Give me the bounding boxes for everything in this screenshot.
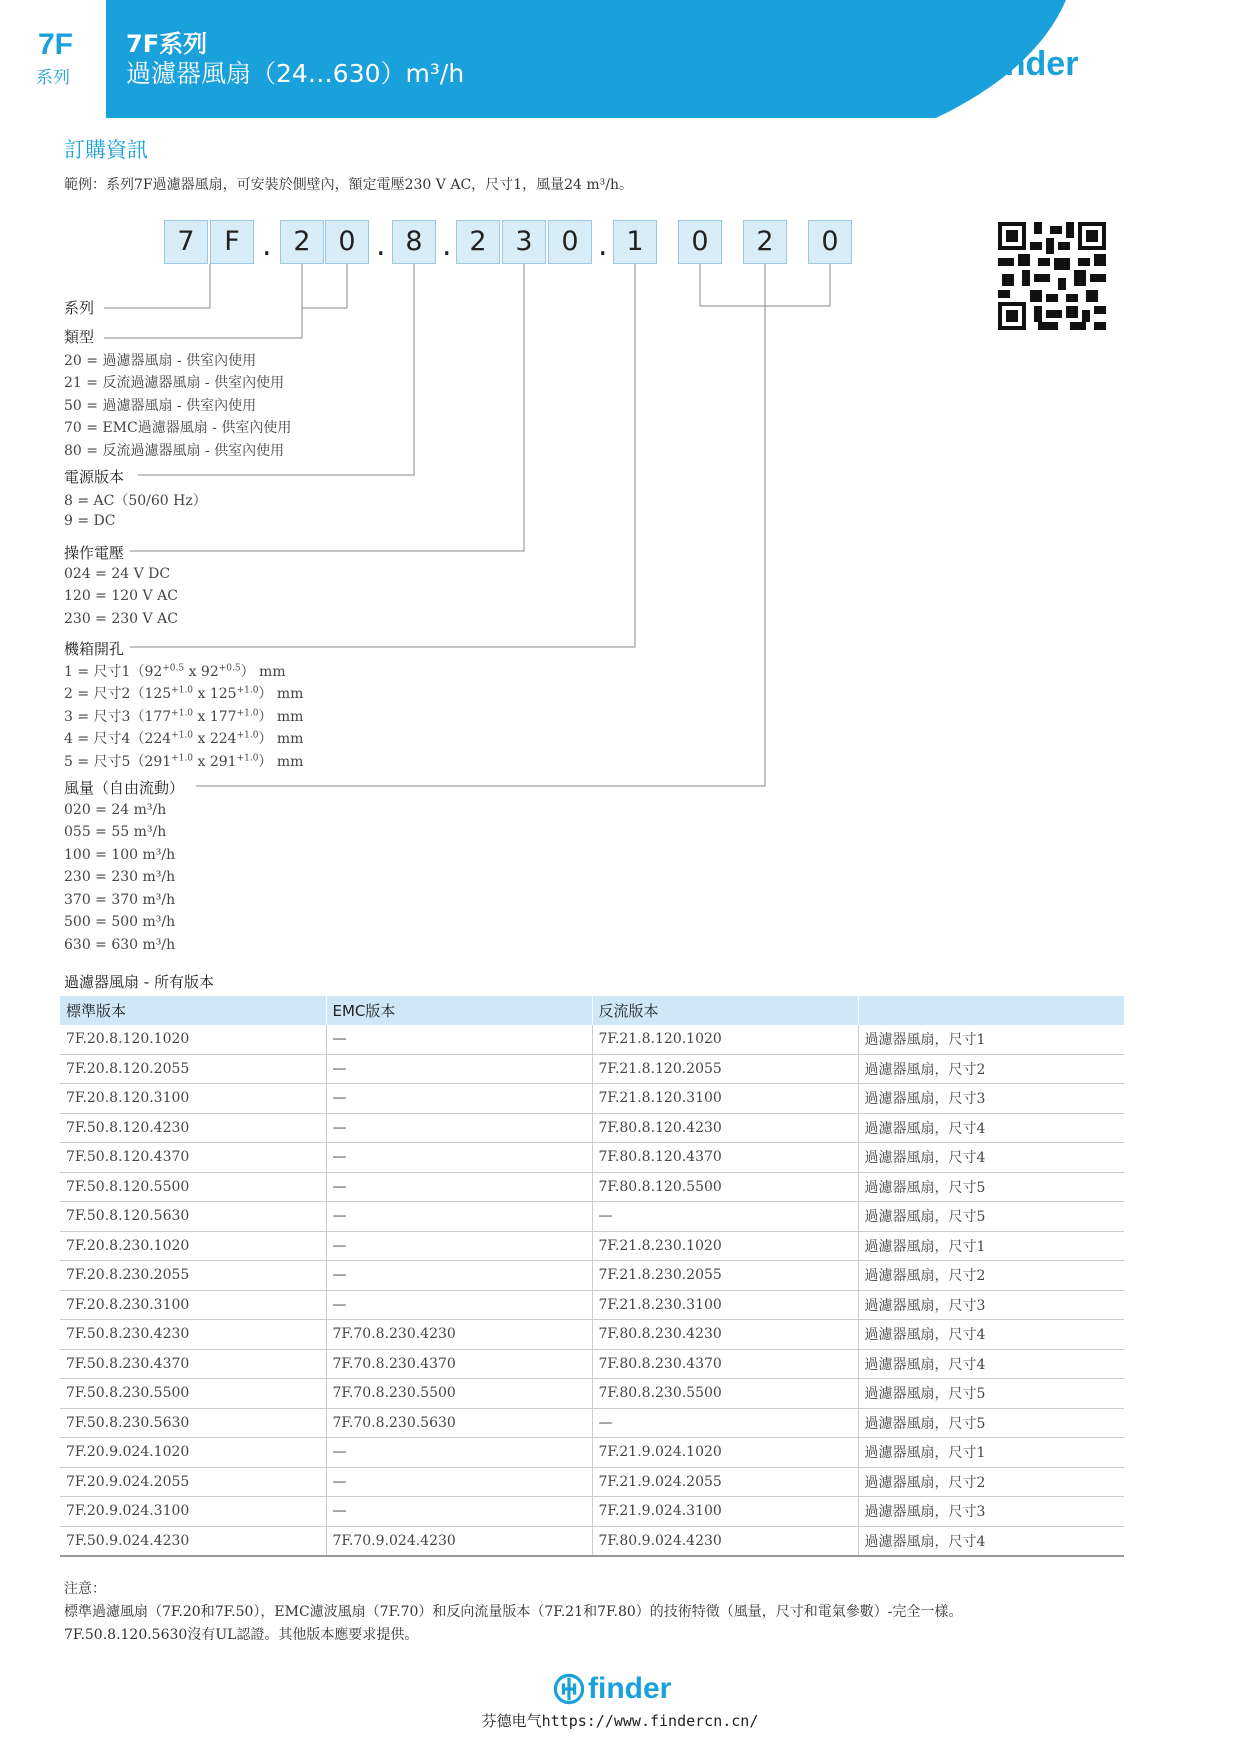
table-row (60, 1320, 1124, 1350)
power-option: 9 = DC (64, 513, 116, 529)
table-cell: 7F.70.8.230.5630 (326, 1408, 592, 1438)
table-cell: 7F.20.8.120.2055 (60, 1054, 326, 1084)
code-digit: 8 (392, 220, 436, 264)
group-label-voltage: 操作電壓 (64, 544, 125, 562)
table-cell: 7F.50.9.024.4230 (60, 1526, 326, 1556)
table-cell: 過濾器風扇，尺寸1 (858, 1438, 1124, 1468)
cutout-option: 5 = 尺寸$5(291^{+1.0}$ x $291^{+1.0}$） mm (64, 753, 304, 770)
table-cell: 過濾器風扇，尺寸3 (858, 1290, 1124, 1320)
table-row (60, 1379, 1124, 1409)
header-title: 7F系列 (126, 30, 208, 58)
table-cell: 7F.50.8.120.5630 (60, 1202, 326, 1232)
notes-line: 7F.50.8.120.5630沒有UL認證。其他版本應要求提供。 (64, 1627, 419, 1643)
table-cell: 7F.20.8.230.1020 (60, 1231, 326, 1261)
notes-line: 標準過濾風扇（7F.20和7F.50），EMC濾波風扇（7F.70）和反向流量版本（7F.21和7F.80）的技術特徵（風量，尺寸和電氣參數）-完全一樣。 (64, 1604, 963, 1620)
table-cell: 7F.20.9.024.3100 (60, 1497, 326, 1527)
table-cell: 7F.50.8.230.4370 (60, 1349, 326, 1379)
cutout-option: 2 = 尺寸$2(125^{+1.0}$ x $125^{+1.0}$） mm (64, 685, 304, 702)
type-option: 70 = EMC過濾器風扇 - 供室內使用 (64, 420, 292, 436)
table-cell: — (326, 1231, 592, 1261)
code-digit: 1 (613, 220, 657, 264)
table-row (60, 1113, 1124, 1143)
code-digit: 0 (808, 220, 852, 264)
table-row (60, 1084, 1124, 1114)
voltage-option: 024 = 24 V DC (64, 566, 171, 582)
code-separator: . (442, 228, 452, 263)
code-separator: . (262, 228, 272, 263)
footer-url-text: 芬德电气https://www.findercn.cn/ (481, 1712, 759, 1730)
footer-logo (553, 1672, 671, 1706)
table-row (60, 1025, 1124, 1054)
group-label-airflow: 風量（自由流動） (64, 779, 185, 797)
table-cell: 7F.21.9.024.1020 (592, 1438, 858, 1468)
table-cell: 過濾器風扇，尺寸4 (858, 1113, 1124, 1143)
table-cell: — (326, 1438, 592, 1468)
voltage-option: 230 = 230 V AC (64, 611, 178, 627)
table-row (60, 1202, 1124, 1232)
table-row (60, 1054, 1124, 1084)
code-digit: F (210, 220, 254, 264)
table-cell: 過濾器風扇，尺寸3 (858, 1084, 1124, 1114)
header-subtitle: 過濾器風扇（24…630）m³/h (126, 59, 465, 88)
table-cell: 7F.70.8.230.5500 (326, 1379, 592, 1409)
table-row (60, 1497, 1124, 1527)
table-cell: 過濾器風扇，尺寸5 (858, 1202, 1124, 1232)
group-label-cutout: 機箱開孔 (64, 640, 125, 658)
table-cell: 7F.70.9.024.4230 (326, 1526, 592, 1556)
table-row (60, 1438, 1124, 1468)
table-row (60, 1349, 1124, 1379)
airflow-option: 055 = 55 m³/h (64, 824, 167, 840)
footer-logo-word: finder (588, 1672, 672, 1705)
table-cell: 7F.50.8.230.5630 (60, 1408, 326, 1438)
notes (64, 1578, 963, 1647)
table-row (60, 1290, 1124, 1320)
table-cell: 過濾器風扇，尺寸4 (858, 1320, 1124, 1350)
code-digit: 2 (743, 220, 787, 264)
header-reverse: 反流版本 (592, 996, 858, 1025)
table-cell: 7F.21.8.120.3100 (592, 1084, 858, 1114)
table-cell: — (326, 1290, 592, 1320)
table-cell: — (326, 1497, 592, 1527)
table-cell: 過濾器風扇，尺寸5 (858, 1408, 1124, 1438)
table-cell: 過濾器風扇，尺寸4 (858, 1526, 1124, 1556)
section-title: 訂購資訊 (64, 138, 148, 162)
table-cell: 過濾器風扇，尺寸4 (858, 1349, 1124, 1379)
table-title: 過濾器風扇 - 所有版本 (64, 973, 214, 991)
table-cell: 7F.21.8.230.1020 (592, 1231, 858, 1261)
table-cell: — (592, 1202, 858, 1232)
table-cell: — (592, 1408, 858, 1438)
table-cell: 7F.21.8.120.2055 (592, 1054, 858, 1084)
table-cell: 7F.80.8.120.5500 (592, 1172, 858, 1202)
table-cell: — (326, 1172, 592, 1202)
table-cell: 7F.80.8.230.4230 (592, 1320, 858, 1350)
airflow-option: 230 = 230 m³/h (64, 869, 176, 885)
code-digit: 0 (325, 220, 369, 264)
cutout-option: 4 = 尺寸$4(224^{+1.0}$ x $224^{+1.0}$） mm (64, 730, 304, 747)
code-separator: . (598, 228, 608, 263)
example-text: 範例：系列7F過濾器風扇，可安裝於側壁內，額定電壓230 V AC，尺寸1，風量24 m³/h。 (64, 177, 633, 193)
table-cell: — (326, 1054, 592, 1084)
table-cell: 7F.50.8.230.5500 (60, 1379, 326, 1409)
table-cell: 7F.21.8.120.1020 (592, 1025, 858, 1054)
table-cell: — (326, 1202, 592, 1232)
table-cell: 7F.20.9.024.1020 (60, 1438, 326, 1468)
group-label-type: 類型 (64, 328, 95, 346)
table-cell: — (326, 1467, 592, 1497)
code-digit: 2 (456, 220, 500, 264)
airflow-option: 500 = 500 m³/h (64, 914, 176, 930)
table-cell: — (326, 1113, 592, 1143)
table-cell: — (326, 1143, 592, 1173)
table-header-row (60, 996, 1124, 1025)
table-cell: 過濾器風扇，尺寸1 (858, 1231, 1124, 1261)
footer-logo-icon (553, 1673, 585, 1705)
table-row (60, 1408, 1124, 1438)
series-word: 系列 (36, 68, 70, 88)
header-description (858, 996, 1124, 1025)
table-cell: 7F.50.8.230.4230 (60, 1320, 326, 1350)
notes-title: 注意： (64, 1581, 106, 1597)
qr-code (998, 222, 1106, 330)
type-option: 80 = 反流過濾器風扇 - 供室內使用 (64, 443, 285, 459)
table-cell: 7F.20.8.230.3100 (60, 1290, 326, 1320)
table-row (60, 1467, 1124, 1497)
airflow-option: 020 = 24 m³/h (64, 802, 167, 818)
airflow-option: 100 = 100 m³/h (64, 847, 176, 863)
voltage-option: 120 = 120 V AC (64, 588, 178, 604)
table-cell: 7F.20.8.230.2055 (60, 1261, 326, 1291)
table-cell: 7F.20.9.024.2055 (60, 1467, 326, 1497)
group-label-series: 系列 (64, 299, 95, 317)
table-cell: 過濾器風扇，尺寸4 (858, 1143, 1124, 1173)
table-cell: — (326, 1084, 592, 1114)
table-row (60, 1261, 1124, 1291)
type-option: 50 = 過濾器風扇 - 供室內使用 (64, 398, 257, 414)
table-row (60, 1172, 1124, 1202)
table-cell: — (326, 1261, 592, 1291)
header-emc: EMC版本 (326, 996, 592, 1025)
table-cell: 過濾器風扇，尺寸2 (858, 1054, 1124, 1084)
cutout-option: 3 = 尺寸$3(177^{+1.0}$ x $177^{+1.0}$） mm (64, 708, 304, 725)
table-cell: 過濾器風扇，尺寸3 (858, 1497, 1124, 1527)
table-cell: 7F.21.8.230.3100 (592, 1290, 858, 1320)
code-digit: 3 (502, 220, 546, 264)
code-digit: 0 (678, 220, 722, 264)
table-cell: 7F.70.8.230.4230 (326, 1320, 592, 1350)
table-cell: 7F.21.9.024.2055 (592, 1467, 858, 1497)
table-cell: 7F.80.8.120.4230 (592, 1113, 858, 1143)
table-cell: 過濾器風扇，尺寸5 (858, 1172, 1124, 1202)
table-cell: 7F.50.8.120.5500 (60, 1172, 326, 1202)
table-cell: 7F.21.9.024.3100 (592, 1497, 858, 1527)
airflow-option: 370 = 370 m³/h (64, 892, 176, 908)
code-digit: 7 (164, 220, 208, 264)
table-cell: 7F.21.8.230.2055 (592, 1261, 858, 1291)
table-cell: 過濾器風扇，尺寸2 (858, 1261, 1124, 1291)
table-cell: 過濾器風扇，尺寸5 (858, 1379, 1124, 1409)
code-separator: . (376, 228, 386, 263)
type-option: 20 = 過濾器風扇 - 供室內使用 (64, 353, 257, 369)
table-cell: — (326, 1025, 592, 1054)
table-cell: 7F.20.8.120.3100 (60, 1084, 326, 1114)
table-cell: 7F.80.8.230.4370 (592, 1349, 858, 1379)
finder-logo-word: finder (984, 44, 1079, 83)
table-cell: 7F.80.8.230.5500 (592, 1379, 858, 1409)
code-digit: 2 (280, 220, 324, 264)
group-label-power: 電源版本 (64, 468, 125, 486)
table-row (60, 1526, 1124, 1556)
airflow-option: 630 = 630 m³/h (64, 937, 176, 953)
table-cell: 7F.20.8.120.1020 (60, 1025, 326, 1054)
table-cell: 7F.70.8.230.4370 (326, 1349, 592, 1379)
header-standard: 標準版本 (60, 996, 326, 1025)
versions-table (60, 996, 1124, 1557)
type-option: 21 = 反流過濾器風扇 - 供室內使用 (64, 375, 285, 391)
table-cell: 過濾器風扇，尺寸2 (858, 1467, 1124, 1497)
series-code: 7F (38, 28, 74, 61)
power-option: 8 = AC（50/60 Hz） (64, 493, 207, 509)
table-cell: 7F.80.9.024.4230 (592, 1526, 858, 1556)
code-digit: 0 (548, 220, 592, 264)
table-cell: 7F.80.8.120.4370 (592, 1143, 858, 1173)
table-cell: 7F.50.8.120.4370 (60, 1143, 326, 1173)
table-row (60, 1143, 1124, 1173)
table-cell: 7F.50.8.120.4230 (60, 1113, 326, 1143)
table-row (60, 1231, 1124, 1261)
cutout-option: 1 = 尺寸$1(92^{+0.5}$ x $92^{+0.5}$） mm (64, 663, 286, 680)
table-cell: 過濾器風扇，尺寸1 (858, 1025, 1124, 1054)
